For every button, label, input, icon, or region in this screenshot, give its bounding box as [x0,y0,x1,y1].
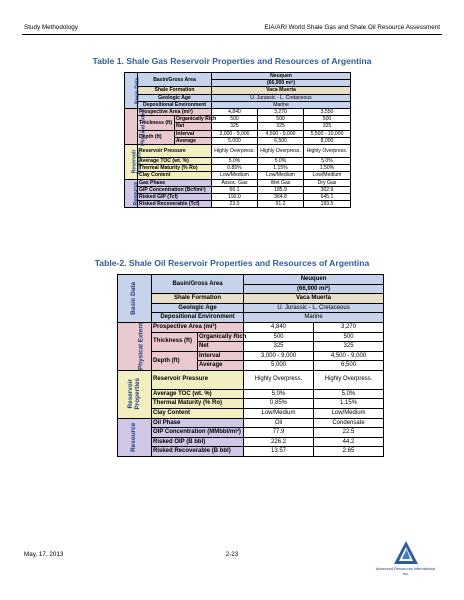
company-logo [375,540,437,586]
table-cell: 500 [212,116,258,123]
table-cell: 5.0% [314,389,384,399]
pressure-label: Reservoir Pressure [152,370,244,389]
maturity-label: Thermal Maturity (% Ro) [152,399,244,409]
table-cell: 325 [314,342,384,352]
table-cell: Low/Medium [304,172,351,179]
depth-label: Depth (ft) [138,130,175,144]
phase-label: Oil Phase [152,418,244,428]
table-cell: 3,000 - 9,000 [244,351,314,361]
table-cell: Assoc. Gas [212,179,258,186]
table-cell: 1.50% [304,165,351,172]
age-label: Geologic Age [138,94,212,101]
table-cell: 3,550 [304,109,351,116]
table-cell: 325 [212,123,258,130]
table-cell: Low/Medium [258,172,304,179]
basin-name: Neuquen [212,73,351,80]
environment-label: Depositional Environment [152,313,244,323]
header-divider [22,34,442,35]
category-reservoir-properties: Reservoir Properties [118,370,152,418]
table-cell: 5.0% [212,158,258,165]
table-cell: 5,000 [244,361,314,371]
interval-label: Interval [175,130,212,137]
table-cell: 500 [304,116,351,123]
table-cell: 185.9 [258,186,304,193]
table-cell: 0.85% [244,399,314,409]
average-label: Average [175,137,212,144]
table-cell: 44.2 [314,437,384,447]
table-cell: Dry Gas [304,179,351,186]
logo-text: Advanced Resources International, Inc. [375,566,437,576]
table-cell: 5.0% [244,389,314,399]
thickness-label: Thickness (ft) [152,332,198,351]
table-cell: 22.5 [314,428,384,438]
table-cell: 226.2 [244,437,314,447]
table-cell: 500 [314,332,384,342]
age-label: Geologic Age [152,303,244,313]
thickness-label: Thickness (ft) [138,116,175,130]
table-cell: 193.5 [304,201,351,208]
organically-rich-label: Organically Rich [176,116,217,123]
clay-label: Clay Content [152,408,244,418]
table-cell: 3,000 - 9,000 [212,130,258,137]
table-cell: Condensate [314,418,384,428]
formation-value: Vaca Muerta [244,294,384,304]
table-cell: 325 [244,342,314,352]
table-cell: 1.15% [258,165,304,172]
table-cell: 13.57 [244,447,314,457]
age-value: U. Jurassic - L. Cretaceous [212,94,351,101]
table-cell: 8,000 [304,137,351,144]
risked-recoverable-label: Risked Recoverable (Tcf) [138,201,212,208]
basin-name: Neuquen [244,275,384,285]
category-basic-data: Basic Data [118,275,152,323]
table-cell: Highly Overpress. [244,370,314,389]
ari-triangle-icon [393,540,419,566]
category-resource: Resource [118,418,152,456]
table-cell: 500 [244,332,314,342]
table-cell: Low/Medium [314,408,384,418]
table-cell: Highly Overpress. [304,145,351,158]
net-label: Net [175,123,212,130]
basin-label: Basin/Gross Area [138,73,212,87]
area-label: Prospective Area (mi²) [152,322,244,332]
table-cell: 192.0 [212,194,258,201]
organically-rich-label: Organically Rich [198,332,244,342]
basin-label: Basin/Gross Area [152,275,244,294]
category-reservoir-properties: Reservoir Properties [125,145,138,180]
table-cell: 3,270 [314,322,384,332]
table-cell: 325 [258,123,304,130]
footer-date: May, 17, 2013 [24,551,64,558]
clay-label: Clay Content [138,172,212,179]
formation-label: Shale Formation [152,294,244,304]
basin-area: (66,900 mi²) [212,80,351,87]
pressure-label: Reservoir Pressure [138,145,212,158]
formation-value: Vaca Muerta [212,87,351,94]
table1-title: Table 1. Shale Gas Reservoir Properties and Resources of Argentina [92,56,372,66]
table-cell: 3,270 [258,109,304,116]
table-cell: 23.0 [212,201,258,208]
environment-value: Marine [212,101,351,108]
table-cell: 6,500 [258,137,304,144]
concentration-label: OIP Concentration (MMbbl/mi²) [152,428,244,438]
formation-label: Shale Formation [138,87,212,94]
risked-recoverable-label: Risked Recoverable (B bbl) [152,447,244,457]
table-cell: 1.15% [314,399,384,409]
table-cell: 91.2 [258,201,304,208]
shale-oil-table [117,274,384,457]
table-cell: 5.0% [258,158,304,165]
age-value: U. Jurassic - L. Cretaceous [244,303,384,313]
category-basic-data: Basic Data [125,73,138,109]
maturity-label: Thermal Maturity (% Ro) [138,165,212,172]
table-cell: Highly Overpress. [258,145,304,158]
header-right-text: EIA/ARI World Shale Gas and Shale Oil Resource Assessment [264,24,440,31]
table-cell: 6,500 [314,361,384,371]
table-cell: 645.1 [304,194,351,201]
average-label: Average [198,361,244,371]
table-cell: 302.9 [304,186,351,193]
header-left-text: Study Methodology [24,24,78,31]
table-cell: Low/Medium [212,172,258,179]
category-physical-extent: Physical Extent [118,322,152,370]
environment-value: Marine [244,313,384,323]
net-label: Net [198,342,244,352]
table-cell: 4,500 - 9,000 [258,130,304,137]
table-cell: 5.0% [304,158,351,165]
category-resource: Resource [125,179,138,208]
table-cell: 2.65 [314,447,384,457]
table-cell: 4,840 [244,322,314,332]
table2-title: Table-2. Shale Oil Reservoir Properties and Resources of Argentina [94,258,370,268]
table-cell: 0.85% [212,165,258,172]
table-cell: 364.8 [258,194,304,201]
depth-label: Depth (ft) [152,351,198,370]
area-label: Prospective Area (mi²) [138,109,212,116]
concentration-label: GIP Concentration (Bcf/mi²) [138,186,212,193]
table-cell: 500 [258,116,304,123]
interval-label: Interval [198,351,244,361]
table-cell: 325 [304,123,351,130]
table-cell: 5,500 - 10,000 [304,130,351,137]
category-physical-extent: Physical Extent [125,109,138,145]
shale-gas-table [124,72,351,208]
table-cell: 66.1 [212,186,258,193]
table-cell: Highly Overpress. [212,145,258,158]
table-cell: 77.9 [244,428,314,438]
phase-label: Gas Phase [138,179,212,186]
toc-label: Average TOC (wt. %) [152,389,244,399]
table-cell: Wet Gas [258,179,304,186]
table-cell: Low/Medium [244,408,314,418]
table-cell: 4,500 - 9,000 [314,351,384,361]
toc-label: Average TOC (wt. %) [138,158,212,165]
environment-label: Depositional Environment [138,101,212,108]
table-cell: Oil [244,418,314,428]
table-cell: Highly Overpress. [314,370,384,389]
table-cell: 5,000 [212,137,258,144]
page-number: 2-23 [225,551,239,558]
risked-in-place-label: Risked OIP (B bbl) [152,437,244,447]
table-cell: 4,840 [212,109,258,116]
risked-in-place-label: Risked GIP (Tcf) [138,194,212,201]
basin-area: (66,900 mi²) [244,284,384,294]
